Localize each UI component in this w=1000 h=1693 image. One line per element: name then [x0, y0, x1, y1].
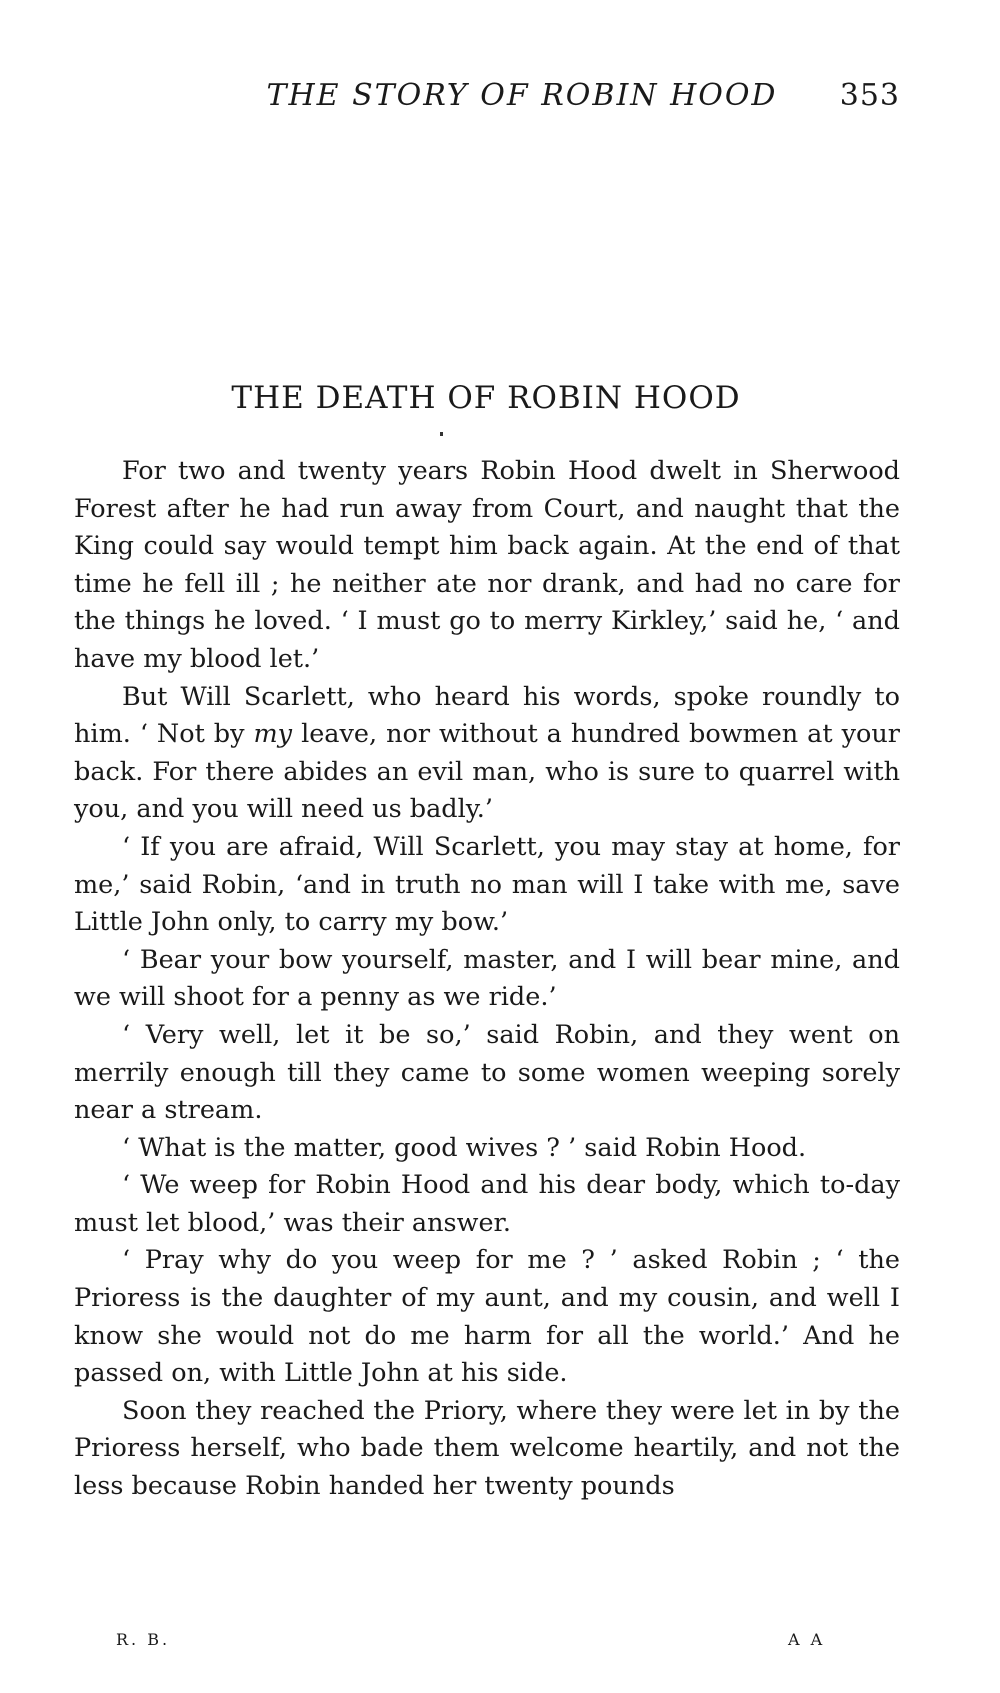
paragraph: ‘ If you are afraid, Will Scarlett, you may stay at home, for me,’ said Robin, ‘and in truth no man will I take with me, save Little John only, to carry my bow.’ [74, 831, 900, 938]
paragraph: Soon they reached the Priory, where they were let in by the Prioress herself, who bade them welcome heartily, and not the less because Robin handed her twenty pounds [74, 1395, 900, 1502]
body-text [74, 453, 900, 1506]
paragraph: ‘ Pray why do you weep for me ? ’ asked Robin ; ‘ the Prioress is the daughter of my aunt, and my cousin, and well I know she would not do me harm for all the world.’ And he passed on, with Little John at his side. [74, 1245, 900, 1389]
page-number: 353 [839, 78, 900, 113]
signature-mark-right: A A [788, 1630, 826, 1649]
emphasis: my [253, 719, 293, 750]
paragraph: ‘ Very well, let it be so,’ said Robin, and they went on merrily enough till they came to some women weeping sorely near a stream. [74, 1019, 900, 1126]
ornament-dot [440, 432, 443, 436]
paragraph: ‘ What is the matter, good wives ? ’ said Robin Hood. [122, 1132, 807, 1163]
chapter-title: THE DEATH OF ROBIN HOOD [231, 380, 741, 416]
signature-mark-left: R. B. [116, 1630, 171, 1649]
paragraph: ‘ Bear your bow yourself, master, and I will bear mine, and we will shoot for a penny as we ride.’ [74, 944, 900, 1013]
footer [72, 1630, 900, 1660]
running-head [72, 78, 900, 118]
paragraph: But Will Scarlett, who heard his words, spoke roundly to him. ‘ Not by my leave, nor without a hundred bowmen at your back. For there abides an evil man, who is sure to quarrel with you, and you will need us badly.’ [74, 681, 900, 825]
paragraph: For two and twenty years Robin Hood dwelt in Sherwood Forest after he had run away from Court, and naught that the King could say would tempt him back again. At the end of that time he fell ill ; he neither ate nor drank, and had no care for the things he loved. ‘ I must go to merry Kirkley,’ said he, ‘ and have my blood let.’ [74, 456, 900, 674]
running-title: THE STORY OF ROBIN HOOD [266, 78, 778, 113]
paragraph: ‘ We weep for Robin Hood and his dear body, which to-day must let blood,’ was their answer. [74, 1170, 900, 1238]
